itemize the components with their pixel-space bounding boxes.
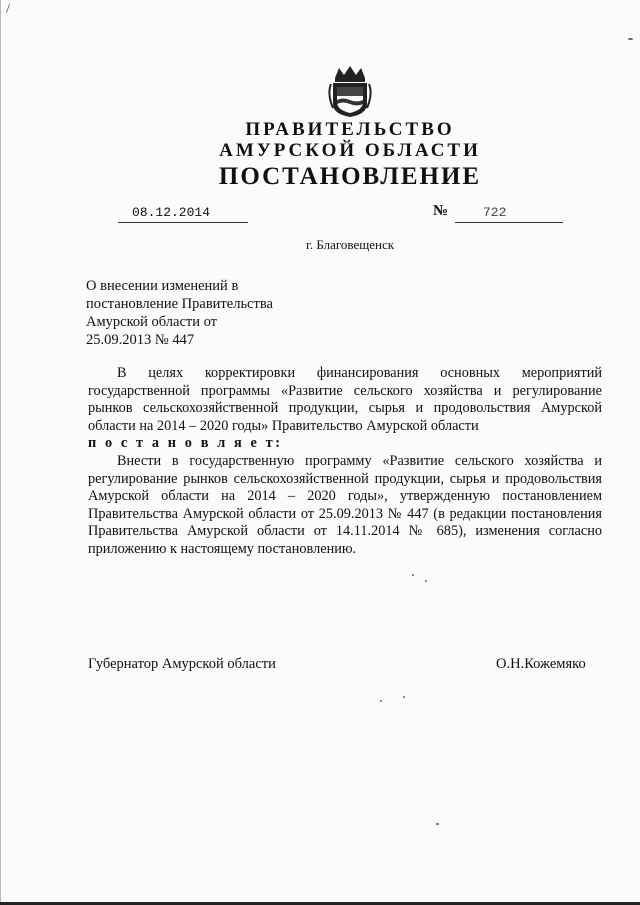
subject-line: Амурской области от xyxy=(86,314,218,330)
subject-line: О внесении изменений в xyxy=(86,278,239,294)
preamble-paragraph: В целях корректировки финансирования основных мероприятий государственной программы «Развитие сельского хозяйства и регулирование рынков сельскохозяйственной продукции, сырья и продовольствия Амурской области на 2014 – 2020 годы» Правительство Амурской области xyxy=(88,365,602,434)
document-body xyxy=(88,365,602,559)
scan-speck xyxy=(628,38,633,40)
document-subject xyxy=(86,277,326,349)
document-date: 08.12.2014 xyxy=(118,205,248,223)
scan-mark-slash: / xyxy=(6,2,10,17)
subject-line: постановление Правительства xyxy=(86,296,273,312)
resolution-paragraph: Внести в государственную программу «Развитие сельского хозяйства и регулирование рынков сельскохозяйственной продукции, сырья и продовольствия Амурской области на 2014 – 2020 годы», утвержденную постановлением Правительства Амурской области от 25.09.2013 № 447 (в редакции постановления Правительства Амурской области от 14.11.2014 № 685), изменения согласно приложению к настоящему постановлению. xyxy=(88,452,602,557)
signatory-name: О.Н.Кожемяко xyxy=(496,656,586,672)
subject-line: 25.09.2013 № 447 xyxy=(86,332,195,348)
scan-speck xyxy=(425,580,427,582)
number-sign: № xyxy=(433,203,449,219)
document-city: г. Благовещенск xyxy=(305,237,395,252)
document-number: 722 xyxy=(455,205,563,223)
scan-speck xyxy=(412,574,414,576)
amur-oblast-coat-of-arms-icon xyxy=(325,64,375,118)
scan-speck xyxy=(380,700,382,702)
decree-word: п о с т а н о в л я е т: xyxy=(88,435,283,452)
signatory-title: Губернатор Амурской области xyxy=(88,656,276,672)
scan-speck xyxy=(436,823,439,825)
scan-speck xyxy=(403,696,405,698)
organization-name-line1: ПРАВИТЕЛЬСТВО xyxy=(245,119,455,140)
organization-name-line2: АМУРСКОЙ ОБЛАСТИ xyxy=(219,140,481,161)
document-type-title: ПОСТАНОВЛЕНИЕ xyxy=(218,163,482,190)
